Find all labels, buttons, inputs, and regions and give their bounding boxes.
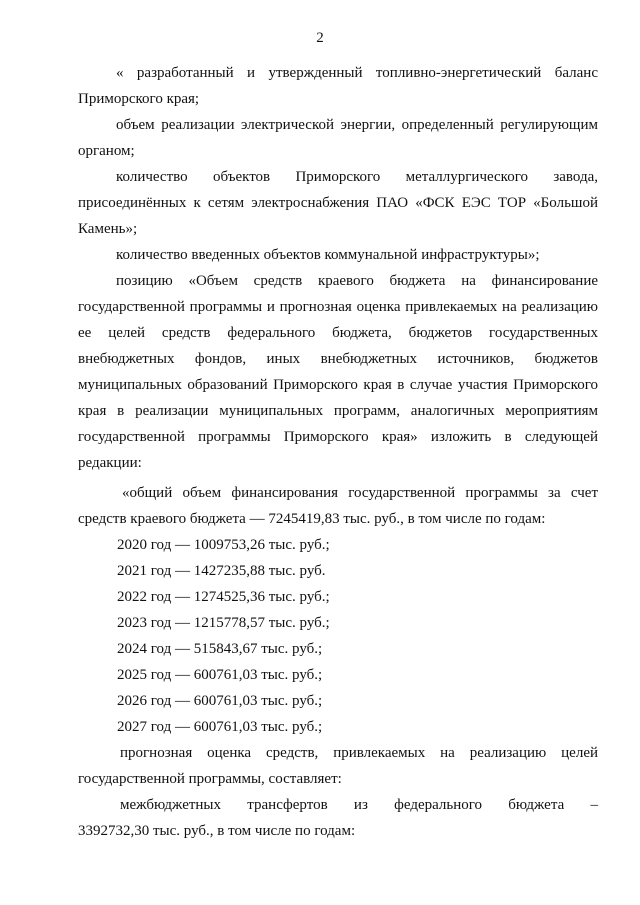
year-line: 2025 год — 600761,03 тыс. руб.; <box>117 667 323 683</box>
year-line: 2020 год — 1009753,26 тыс. руб.; <box>117 537 330 553</box>
text-line: средств краевого бюджета — 7245419,83 тыс. руб., в том числе по годам: <box>78 511 546 527</box>
year-line: 2024 год — 515843,67 тыс. руб.; <box>117 641 323 657</box>
text-line: Камень»; <box>78 221 138 237</box>
text-line: муниципальных образований Приморского края в случае участия Приморского <box>78 377 598 393</box>
text-line: объем реализации электрической энергии, определенный регулирующим <box>116 117 598 133</box>
text-line: прогнозная оценка средств, привлекаемых на реализацию целей <box>120 745 598 761</box>
text-line: Приморского края; <box>78 91 200 107</box>
text-line: ее целей средств федерального бюджета, бюджетов государственных <box>78 325 598 341</box>
text-line: края в реализации муниципальных программ, аналогичных мероприятиям <box>78 403 598 419</box>
text-line: государственной программы, составляет: <box>78 771 342 787</box>
text-line: внебюджетных фондов, иных внебюджетных источников, бюджетов <box>78 351 598 367</box>
text-line: государственной программы и прогнозная оценка привлекаемых на реализацию <box>78 299 598 315</box>
year-line: 2027 год — 600761,03 тыс. руб.; <box>117 719 323 735</box>
text-line: позицию «Объем средств краевого бюджета на финансирование <box>116 273 598 289</box>
text-line: количество введенных объектов коммунальной инфраструктуры»; <box>116 247 540 263</box>
text-line: государственной программы Приморского края» изложить в следующей <box>78 429 598 445</box>
text-line: количество объектов Приморского металлургического завода, <box>116 169 598 185</box>
year-line: 2023 год — 1215778,57 тыс. руб.; <box>117 615 330 631</box>
text-line: органом; <box>78 143 135 159</box>
text-line: редакции: <box>78 455 142 471</box>
year-line: 2021 год — 1427235,88 тыс. руб. <box>117 563 326 579</box>
text-line: « разработанный и утвержденный топливно-энергетический баланс <box>116 65 598 81</box>
year-line: 2022 год — 1274525,36 тыс. руб.; <box>117 589 330 605</box>
text-line: 3392732,30 тыс. руб., в том числе по годам: <box>78 823 356 839</box>
text-line: присоединённых к сетям электроснабжения ПАО «ФСК ЕЭС ТОР «Большой <box>78 195 598 211</box>
page-number: 2 <box>316 30 324 46</box>
year-line: 2026 год — 600761,03 тыс. руб.; <box>117 693 323 709</box>
text-line: «общий объем финансирования государственной программы за счет <box>122 485 598 501</box>
text-line: межбюджетных трансфертов из федерального бюджета – <box>120 797 598 813</box>
